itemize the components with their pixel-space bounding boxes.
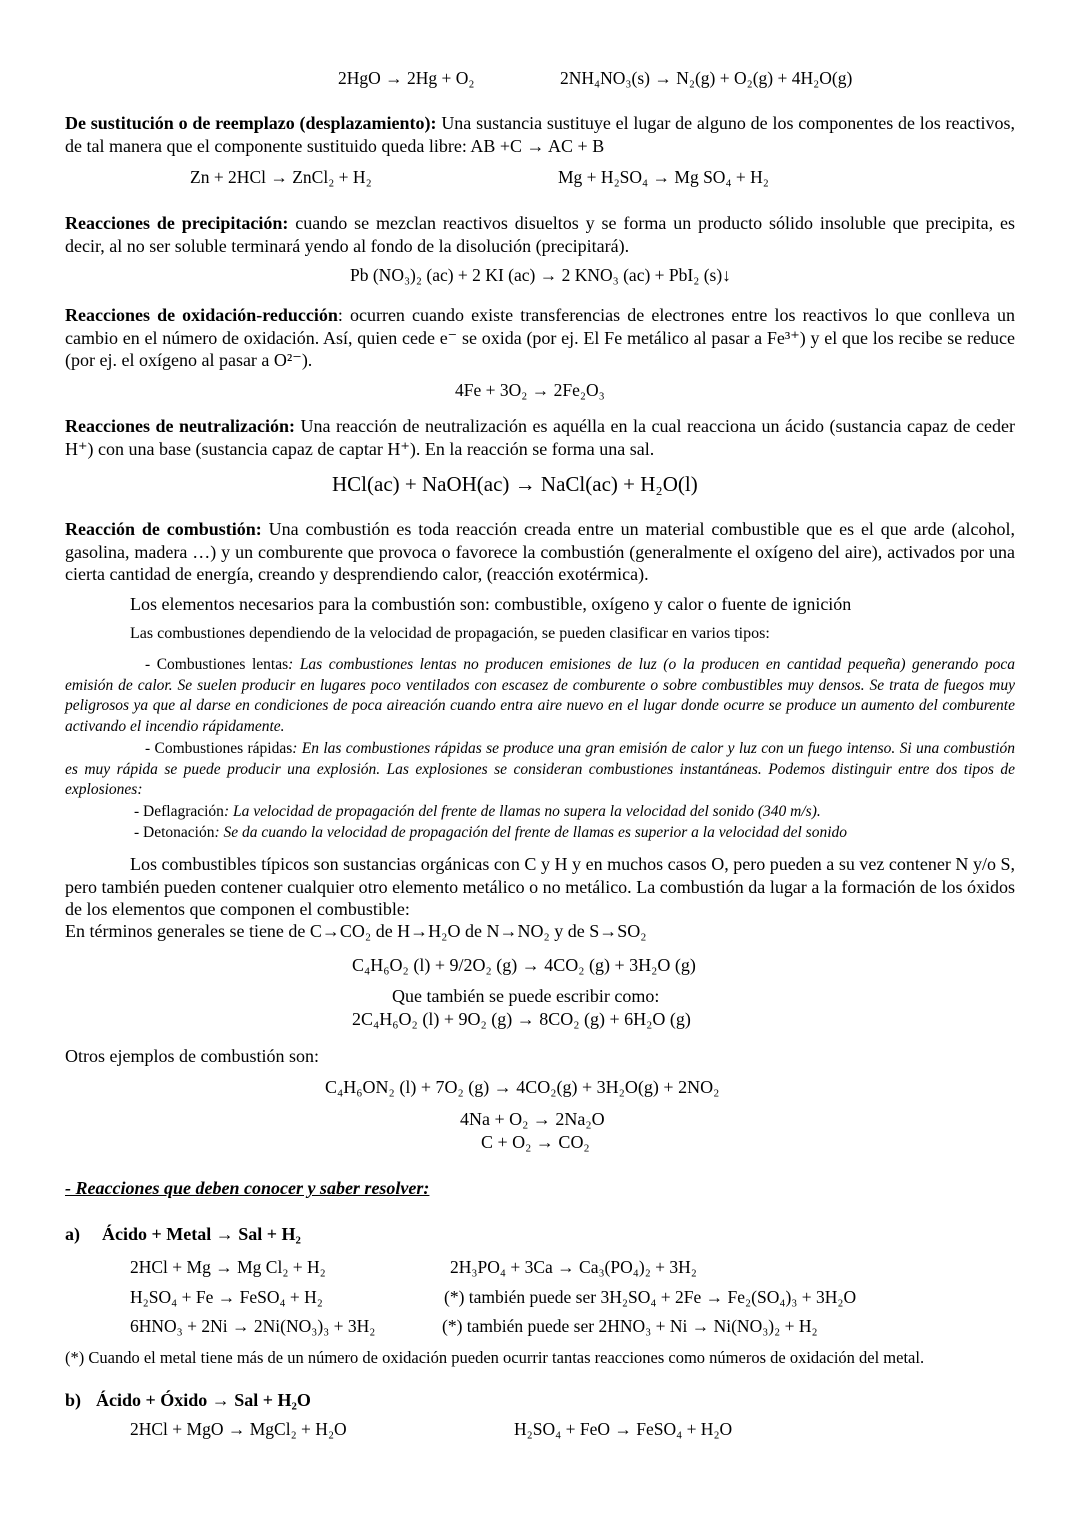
detonation-label: - Detonación	[134, 824, 215, 841]
combustion-heading: Reacción de combustión:	[65, 519, 262, 539]
item-b-label: b)	[65, 1390, 82, 1410]
neutralization-heading: Reacciones de neutralización:	[65, 416, 296, 436]
precipitation-eq: Pb (NO₃)₂ (ac) + 2 KI (ac) → 2 KNO₃ (ac) + PbI₂ (s)↓	[350, 265, 731, 285]
precipitation-heading: Reacciones de precipitación:	[65, 213, 289, 233]
redox-text: : ocurren cuando existe transferencias de electrones entre los reactivos lo que conlleva un cambio en el número de oxidación. Así, quien cede e⁻ se oxida (por ej. El Fe metálico al pasar a Fe³⁺) y el que los recibe se reduce (por ej. el oxígeno al pasar a O²⁻).	[65, 305, 1015, 370]
also-written: Que también se puede escribir como:	[392, 986, 660, 1006]
b-eq-1: 2HCl + MgO → MgCl₂ + H₂O	[130, 1419, 347, 1439]
combustion-elements: Los elementos necesarios para la combustión son: combustible, oxígeno y calor o fuente de ignición	[130, 594, 852, 614]
substitution-eq-2: Mg + H₂SO₄ → Mg SO₄ + H₂	[558, 167, 769, 187]
substitution-eq-1: Zn + 2HCl → ZnCl₂ + H₂	[190, 167, 372, 187]
item-b-title: Ácido + Óxido → Sal + H₂O	[96, 1390, 311, 1410]
detonation	[134, 824, 847, 842]
slow-combustion-text: : Las combustiones lentas no producen emisiones de luz (o la producen en cantidad pequeña) generando poca emisión de calor. Se suelen producir en lugares poco ventilados con escasez de comburente o sobre combustibles muy densos. Se trata de fuegos muy peligrosos ya que al darse en condiciones de poca aireación cuando entra aire nuevo en el lugar donde ocurre se produce un aumento del comburente activando el incendio rápidamente.	[65, 656, 1015, 735]
decomposition-eq-1: 2HgO → 2Hg + O₂	[338, 68, 475, 88]
general-terms: En términos generales se tiene de C→CO₂ de H→H₂O de N→NO₂ y de S→SO₂	[65, 921, 647, 941]
oxidation-note: (*) Cuando el metal tiene más de un número de oxidación pueden ocurrir tantas reacciones como números de oxidación del metal.	[65, 1348, 925, 1367]
precipitation-paragraph	[65, 212, 1015, 257]
fast-combustion-text: : En las combustiones rápidas se produce una gran emisión de calor y luz con un fuego intenso. Si una combustión es muy rápida se puede producir una explosión. Las explosiones se consideran combustiones instantáneas. Podemos distinguir entre dos tipos de explosiones:	[65, 740, 1015, 798]
b-eq-2: H₂SO₄ + FeO → FeSO₄ + H₂O	[514, 1419, 733, 1439]
a-eq-5: 6HNO₃ + 2Ni → 2Ni(NO₃)₃ + 3H₂	[130, 1316, 376, 1336]
combustion-eq-2: 2C₄H₆O₂ (l) + 9O₂ (g) → 8CO₂ (g) + 6H₂O (g)	[352, 1009, 691, 1029]
a-eq-6: (*) también puede ser 2HNO₃ + Ni → Ni(NO₃)₂ + H₂	[442, 1316, 818, 1336]
neutralization-paragraph	[65, 415, 1015, 460]
other-examples: Otros ejemplos de combustión son:	[65, 1046, 319, 1066]
substitution-paragraph	[65, 112, 1015, 157]
combustion-eq-5: C + O₂ → CO₂	[481, 1132, 590, 1152]
precipitation-text: cuando se mezclan reactivos disueltos y se forma un producto sólido insoluble que precipita, es decir, al no ser soluble terminará yendo al fondo de la disolución (precipitará).	[65, 213, 1015, 256]
a-eq-4: (*) también puede ser 3H₂SO₄ + 2Fe → Fe₂(SO₄)₃ + 3H₂O	[444, 1287, 857, 1307]
deflagration-text: : La velocidad de propagación del frente de llamas no supera la velocidad del sonido (340 m/s).	[223, 803, 821, 820]
item-a-label: a)	[65, 1224, 80, 1244]
slow-combustion	[65, 655, 1015, 737]
redox-paragraph	[65, 304, 1015, 372]
neutralization-eq: HCl(ac) + NaOH(ac) → NaCl(ac) + H₂O(l)	[332, 472, 698, 496]
fast-combustion-label: - Combustiones rápidas	[145, 740, 293, 757]
substitution-heading: De sustitución o de reemplazo (desplazamiento):	[65, 113, 437, 133]
combustion-types-intro: Las combustiones dependiendo de la velocidad de propagación, se pueden clasificar en varios tipos:	[130, 625, 770, 642]
substitution-text: Una sustancia sustituye el lugar de alguno de los componentes de los reactivos, de tal manera que el componente sustituido queda libre: AB +C → AC + B	[65, 113, 1016, 156]
fuels-paragraph: Los combustibles típicos son sustancias orgánicas con C y H y en muchos casos O, pero pueden a su vez contener N y/o S, pero también pueden contener cualquier otro elemento metálico o no metálico. La combustión da lugar a la formación de los óxidos de los elementos que componen el combustible:	[65, 854, 1015, 919]
must-know-heading: - Reacciones que deben conocer y saber resolver:	[65, 1178, 430, 1198]
redox-eq: 4Fe + 3O₂ → 2Fe₂O₃	[455, 380, 605, 400]
a-eq-3: H₂SO₄ + Fe → FeSO₄ + H₂	[130, 1287, 323, 1307]
detonation-text: : Se da cuando la velocidad de propagación del frente de llamas es superior a la velocidad del sonido	[214, 824, 847, 841]
deflagration	[134, 803, 821, 821]
item-a-title: Ácido + Metal → Sal + H₂	[102, 1224, 301, 1244]
slow-combustion-label: - Combustiones lentas	[145, 656, 289, 673]
deflagration-label: - Deflagración	[134, 803, 224, 820]
combustion-text: Una combustión es toda reacción creada entre un material combustible que es el que arde (alcohol, gasolina, madera …) y un comburente que provoca o favorece la combustión (generalmente el oxígeno del aire), activados por una cierta cantidad de energía, creando y desprendiendo calor, (reacción exotérmica).	[65, 519, 1016, 584]
fast-combustion	[65, 739, 1015, 801]
combustion-paragraph	[65, 518, 1015, 586]
combustion-eq-4: 4Na + O₂ → 2Na₂O	[460, 1109, 605, 1129]
a-eq-2: 2H₃PO₄ + 3Ca → Ca₃(PO₄)₂ + 3H₂	[450, 1257, 697, 1277]
combustion-eq-3: C₄H₆ON₂ (l) + 7O₂ (g) → 4CO₂(g) + 3H₂O(g) + 2NO₂	[325, 1077, 720, 1097]
neutralization-text: Una reacción de neutralización es aquélla en la cual reacciona un ácido (sustancia capaz de ceder H⁺) con una base (sustancia capaz de captar H⁺). En la reacción se forma una sal.	[65, 416, 1016, 459]
a-eq-1: 2HCl + Mg → Mg Cl₂ + H₂	[130, 1257, 326, 1277]
combustion-eq-1: C₄H₆O₂ (l) + 9/2O₂ (g) → 4CO₂ (g) + 3H₂O (g)	[352, 955, 696, 975]
decomposition-eq-2: 2NH₄NO₃(s) → N₂(g) + O₂(g) + 4H₂O(g)	[560, 68, 853, 88]
redox-heading: Reacciones de oxidación-reducción	[65, 305, 338, 325]
